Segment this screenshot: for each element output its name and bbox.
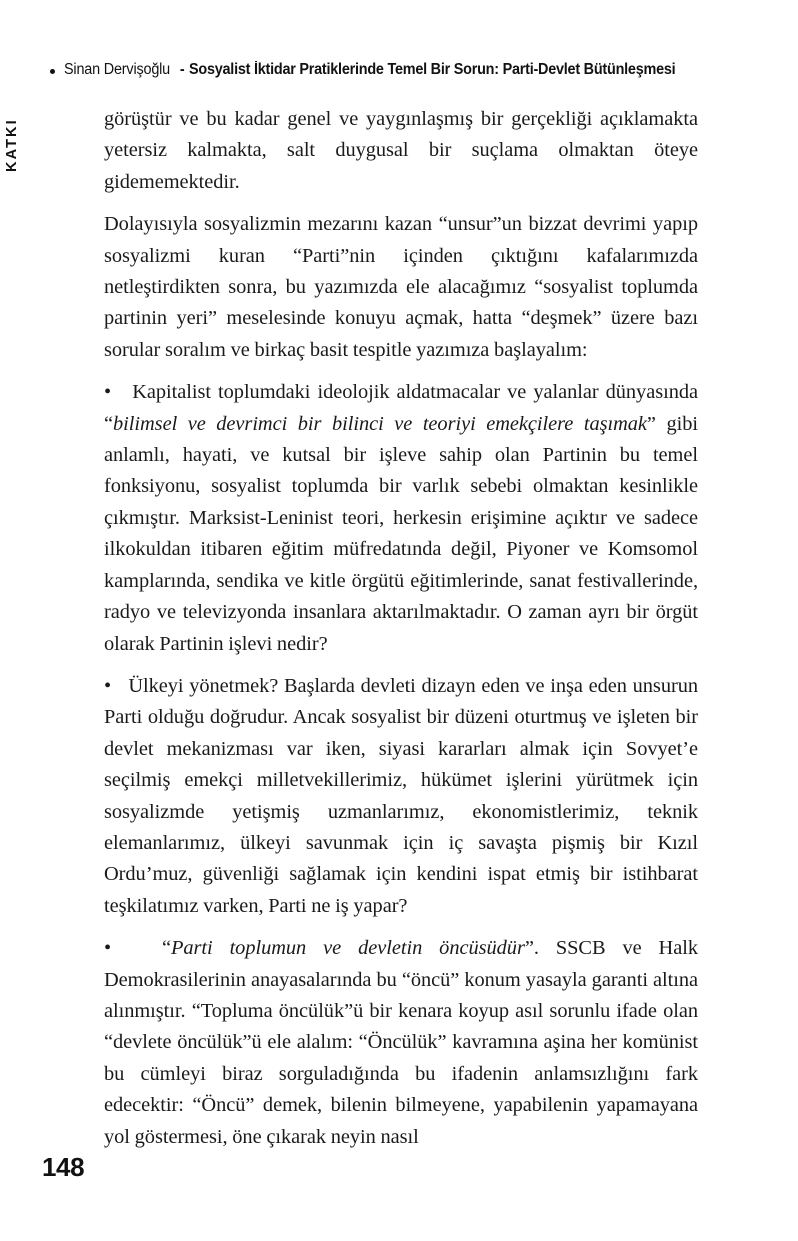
paragraph-text-tail: ”. SSCB ve Halk Demokrasilerinin anayasalarında bu “öncü” konum yasayla garanti altına alınmıştır. “Topluma öncülük”ü bir kenara koyup asıl sorunlu ifade olan “devlete öncülük”ü ele alalım: “Öncülük” kavramına aşina her komünist bu cümleyi biraz sorguladığında bu ifadenin anlamsızlığını fark edecektir: “Öncü” demek, bilenin bilmeyene, yapabilenin yapamayana yol göstermesi, öne çıkarak neyin nasıl (104, 937, 698, 1148)
running-head-separator: - (179, 61, 185, 78)
paragraph-continuation (104, 104, 698, 198)
quoted-italic-phrase: bilimsel ve devrimci bir bilinci ve teoriyi emekçilere taşımak (113, 412, 647, 435)
bullet-marker: • (104, 381, 126, 404)
bullet-icon (50, 69, 55, 74)
section-tab-label: KATKI (4, 118, 20, 172)
paragraph-text-tail: ” gibi anlamlı, hayati, ve kutsal bir işleve sahip olan Partinin bu temel fonksiyonu, sosyalist toplumda bir varlık sebebi olmaktan kesinlikle çıkmıştır. Marksist-Leninist teori, herkesin erişimine açıktır ve sadece ilkokuldan itibaren eğitim müfredatında değil, Piyoner ve Komsomol kamplarında, sendika ve kitle örgütü eğitimlerinde, sanat festivallerinde, radyo ve televizyonda insanlara aktarılmaktadır. O zaman ayrı bir örgüt olarak Partinin işlevi nedir? (104, 412, 698, 655)
paragraph-body (104, 209, 698, 366)
paragraph-bullet-item (104, 671, 698, 922)
page-number: 148 (42, 1152, 85, 1182)
paragraph-text: Ülkeyi yönetmek? Başlarda devleti dizayn eden ve inşa eden unsurun Parti olduğu doğrudur. Ancak sosyalist bir düzeni oturtmuş ve işleten bir devlet mekanizması var iken, siyasi kararları almak için Sovyet’e seçilmiş emekçi milletvekillerimiz, hükümet işlerini yürütmek için sosyalizmde yetişmiş uzmanlarımız, ekonomistlerimiz, teknik elemanlarımız, ülkeyi savunmak için iç savaşta pişmiş bir Kızıl Ordu’muz, güvenliği sağlamak için kendini ispat etmiş bir istihbarat teşkilatımız varken, Parti ne iş yapar? (104, 674, 698, 917)
bullet-marker: • (104, 937, 145, 960)
paragraph-text: Dolayısıyla sosyalizmin mezarını kazan “unsur”un bizzat devrimi yapıp sosyalizmi kuran “Parti”nin içinden çıktığını kafalarımızda netleştirdikten sonra, bu yazımızda ele alacağımız “sosyalist toplumda partinin yeri” meselesinde konuyu açmak, hatta “deşmek” üzere bazı sorular soralım ve birkaç basit tespitle yazımıza başlayalım: (104, 213, 698, 361)
running-head-author: Sinan Dervişoğlu (64, 61, 171, 78)
paragraph-bullet-item (104, 933, 698, 1153)
paragraph-text: görüştür ve bu kadar genel ve yaygınlaşmış bir gerçekliği açıklamakta yetersiz kalmakta, salt duygusal bir suçlama olmaktan öteye gidememektedir. (104, 108, 698, 193)
running-head (50, 58, 750, 82)
paragraph-text-lead: “ (161, 937, 171, 960)
body-text-column (104, 104, 698, 1153)
paragraph-bullet-item (104, 377, 698, 660)
paragraph-text-lead: Kapitalist toplumdaki ideolojik aldatmacalar ve yalanlar dünyasında “ (104, 381, 698, 435)
bullet-marker: • (104, 674, 123, 697)
running-head-title: Sosyalist İktidar Pratiklerinde Temel Bir Sorun: Parti-Devlet Bütünleşmesi (189, 61, 676, 78)
section-tab-katki (0, 92, 24, 188)
quoted-italic-phrase: Parti toplumun ve devletin öncüsüdür (170, 937, 525, 960)
